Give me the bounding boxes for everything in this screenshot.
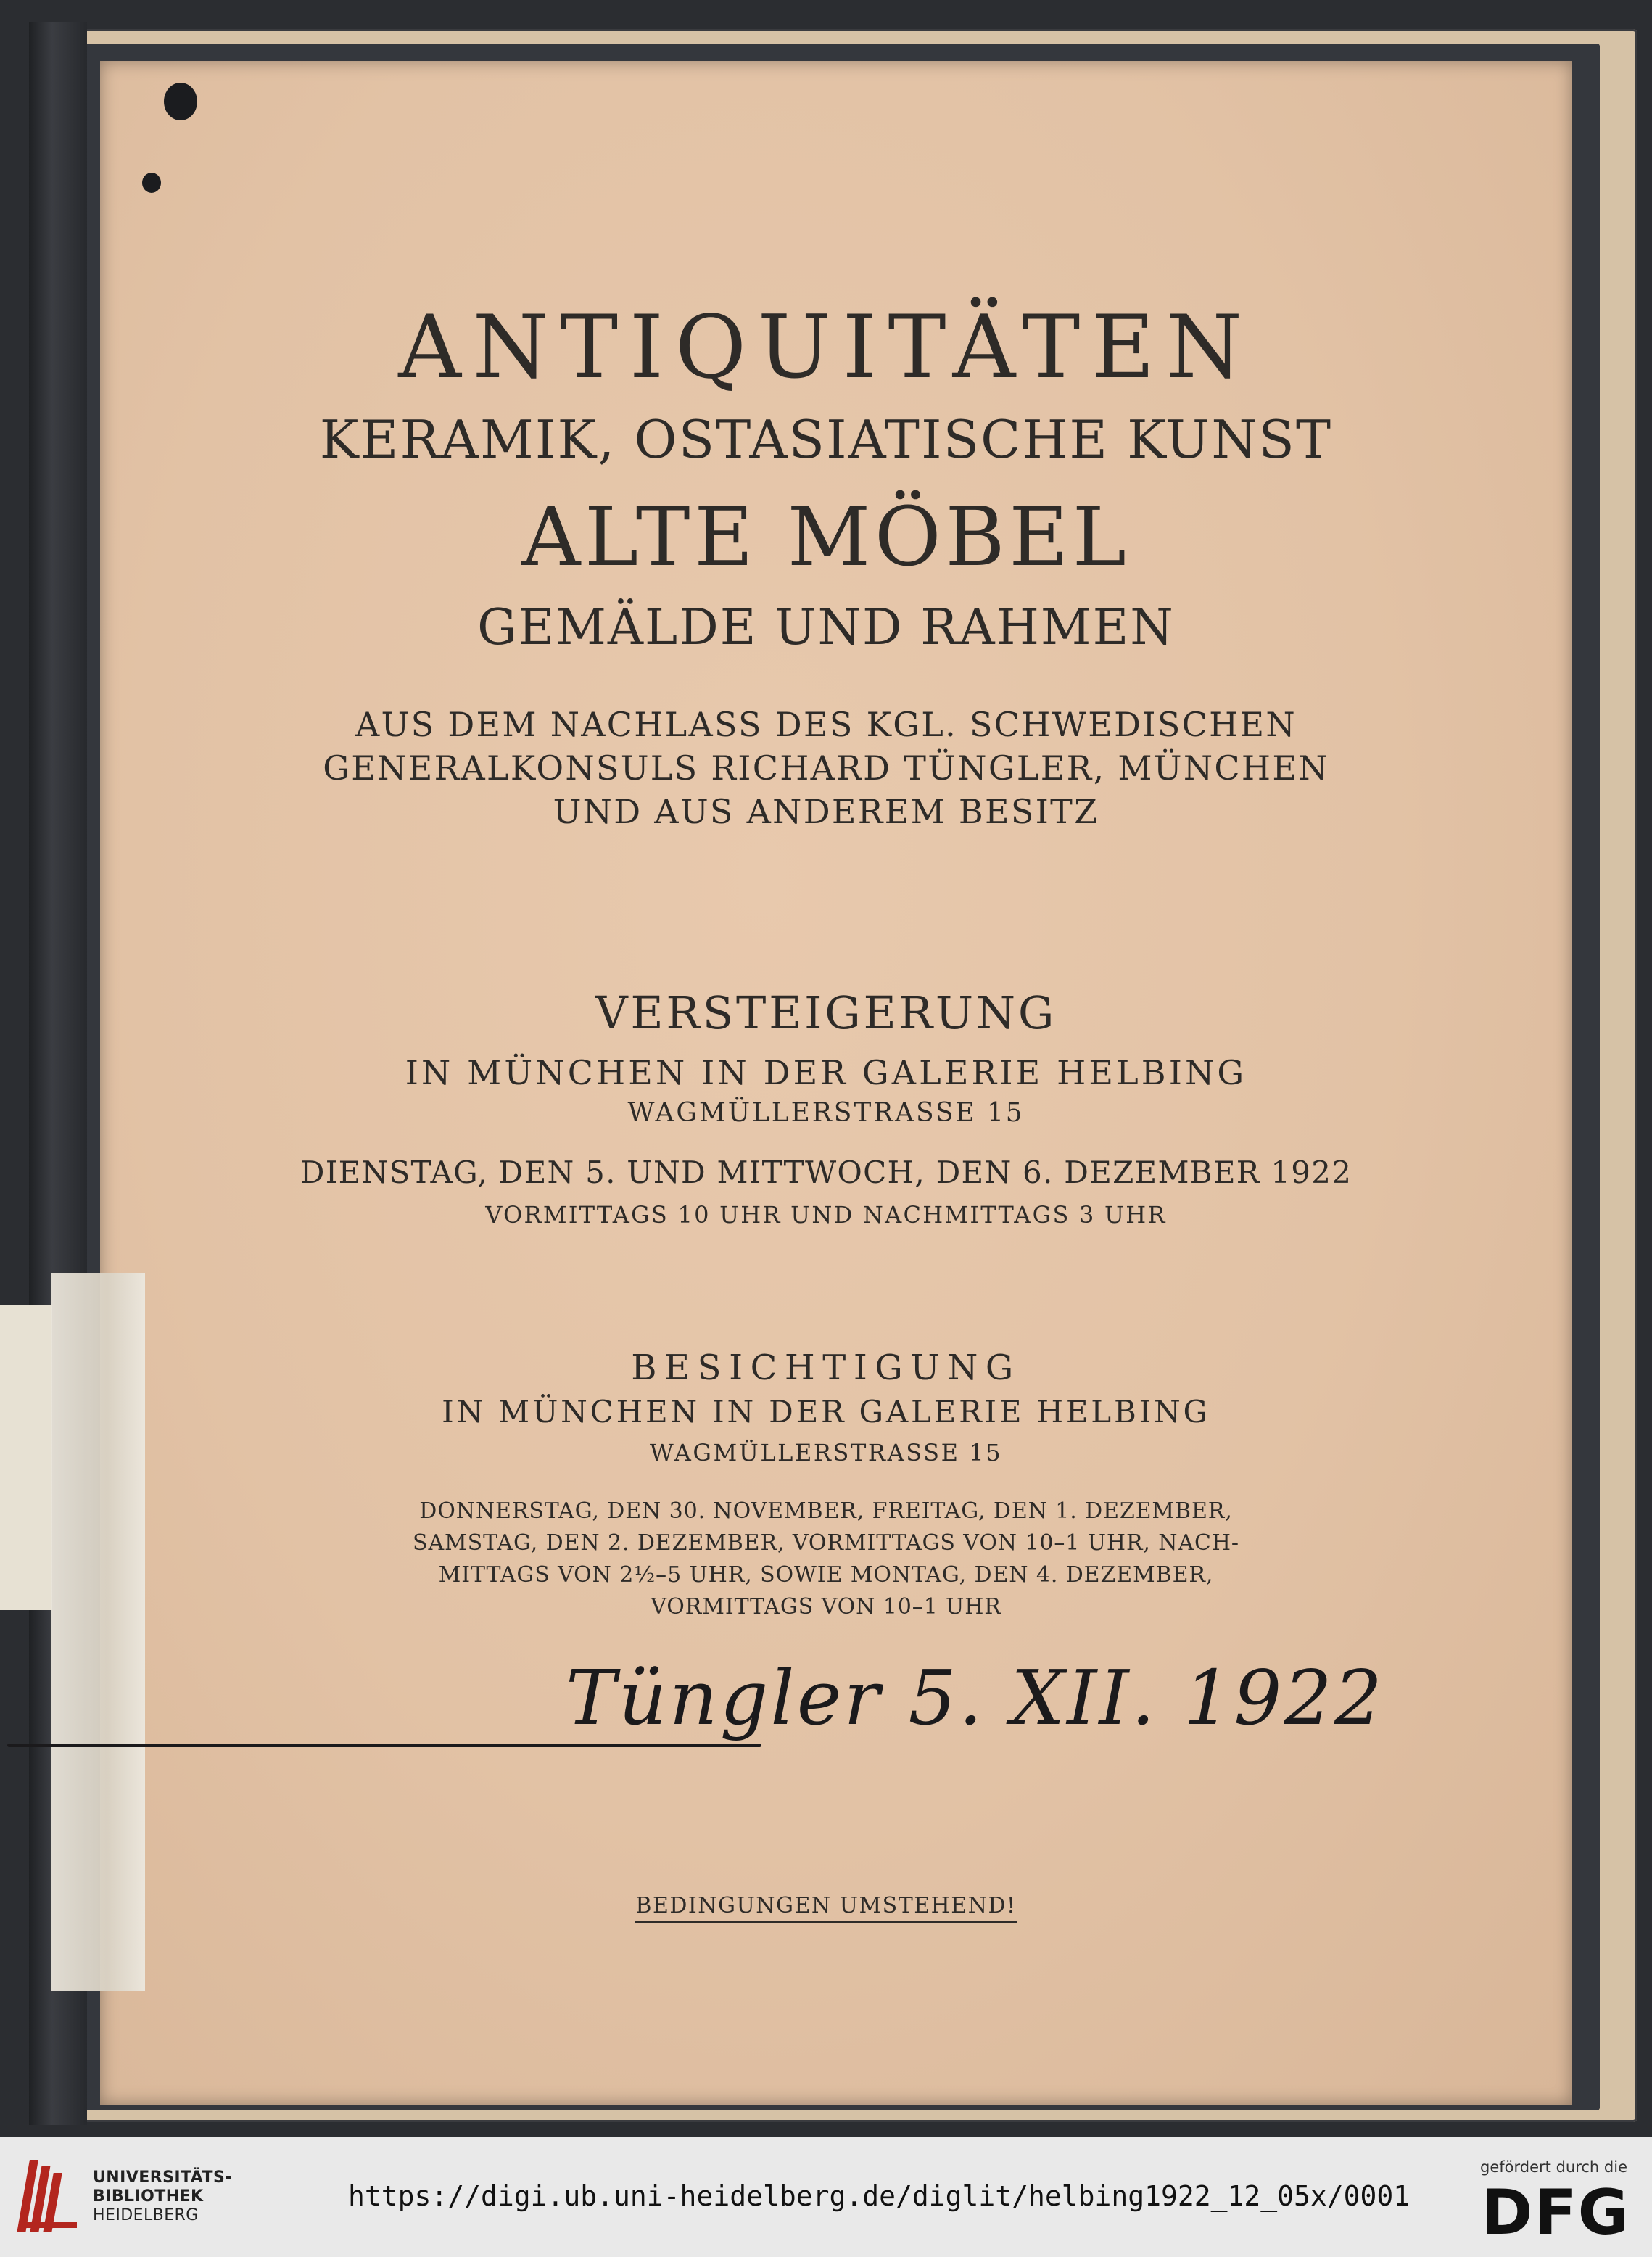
provenance-line: AUS DEM NACHLASS DES KGL. SCHWEDISCHEN xyxy=(355,705,1297,744)
conditions-note-text: BEDINGUNGEN UMSTEHEND! xyxy=(635,1893,1016,1923)
handwritten-underline xyxy=(7,1744,761,1747)
dfg-logo[interactable]: DFG xyxy=(1481,2176,1630,2249)
viewing-street: WAGMÜLLERSTRASSE 15 xyxy=(649,1439,1003,1466)
funded-by-label: gefördert durch die xyxy=(1480,2158,1627,2176)
permalink-url[interactable]: https://digi.ub.uni-heidelberg.de/diglit/helbing1922_12_05x/0001 xyxy=(348,2180,1411,2212)
provenance-line: UND AUS ANDEREM BESITZ xyxy=(553,792,1099,831)
library-name[interactable] xyxy=(93,2169,232,2225)
catalog-title-2: ALTE MÖBEL xyxy=(521,490,1131,585)
library-name-line: HEIDELBERG xyxy=(93,2206,199,2224)
auction-street: WAGMÜLLERSTRASSE 15 xyxy=(627,1098,1025,1128)
auction-heading: VERSTEIGERUNG xyxy=(595,986,1057,1039)
auction-location: IN MÜNCHEN IN DER GALERIE HELBING xyxy=(405,1053,1247,1092)
auction-dates: DIENSTAG, DEN 5. UND MITTWOCH, DEN 6. DEZEMBER 1922 xyxy=(300,1155,1352,1190)
provenance-line: GENERALKONSULS RICHARD TÜNGLER, MÜNCHEN xyxy=(323,748,1329,788)
viewing-schedule-line: DONNERSTAG, DEN 30. NOVEMBER, FREITAG, DEN 1. DEZEMBER, xyxy=(419,1498,1233,1524)
footer-bar xyxy=(0,2137,1652,2257)
library-name-line: UNIVERSITÄTS- xyxy=(93,2169,232,2187)
viewing-schedule-line: MITTAGS VON 2½–5 UHR, SOWIE MONTAG, DEN 4. DEZEMBER, xyxy=(438,1562,1214,1588)
catalog-subtitle: KERAMIK, OSTASIATISCHE KUNST xyxy=(319,409,1333,470)
viewing-location: IN MÜNCHEN IN DER GALERIE HELBING xyxy=(442,1394,1210,1429)
punch-hole xyxy=(142,173,161,193)
auction-times: VORMITTAGS 10 UHR UND NACHMITTAGS 3 UHR xyxy=(485,1201,1167,1229)
catalog-subtitle-2: GEMÄLDE UND RAHMEN xyxy=(477,599,1175,656)
catalog-title: ANTIQUITÄTEN xyxy=(398,297,1254,398)
viewing-schedule-line: VORMITTAGS VON 10–1 UHR xyxy=(651,1594,1001,1619)
university-library-logo-icon[interactable] xyxy=(17,2155,80,2237)
conditions-note xyxy=(0,1893,1652,1918)
handwritten-note-text: Tüngler 5. XII. 1922 xyxy=(566,1654,1385,1742)
punch-hole xyxy=(164,83,197,120)
library-name-line: BIBLIOTHEK xyxy=(93,2187,204,2206)
viewing-schedule-line: SAMSTAG, DEN 2. DEZEMBER, VORMITTAGS VON 10–1 UHR, NACH- xyxy=(413,1530,1239,1556)
viewing-heading: BESICHTIGUNG xyxy=(631,1348,1021,1388)
